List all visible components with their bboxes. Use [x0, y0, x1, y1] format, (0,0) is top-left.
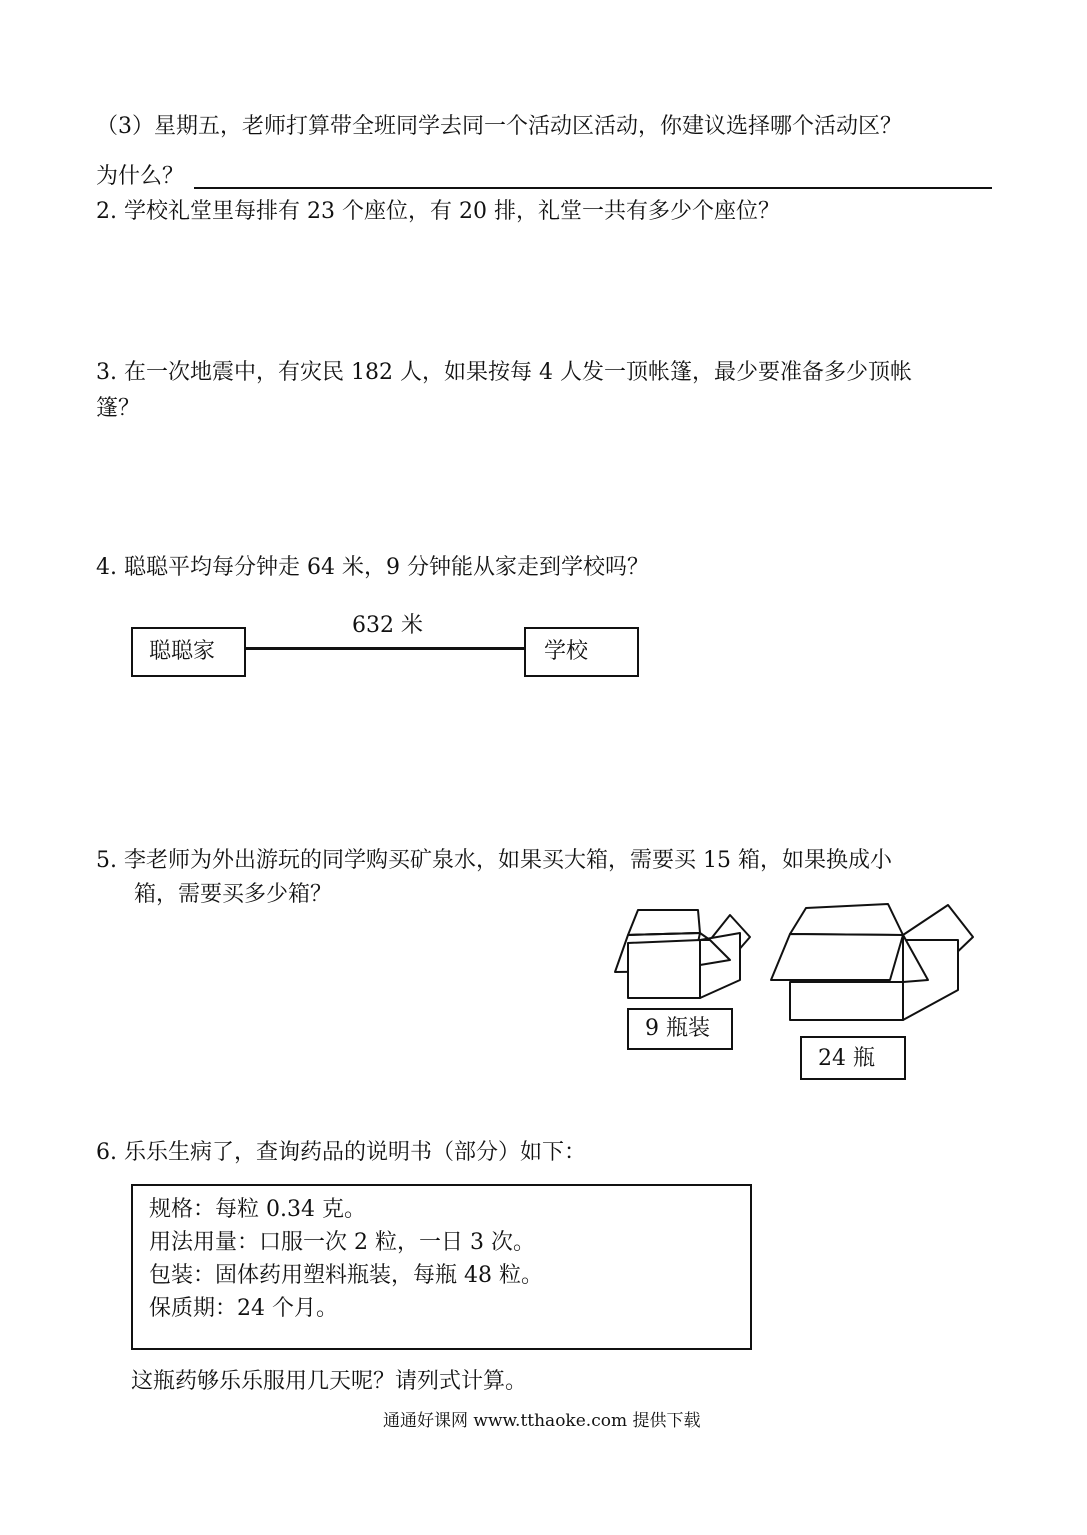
- medicine-info-box: [131, 1184, 752, 1350]
- distance-line: [246, 647, 526, 650]
- info-line-shelf-life: 保质期：24 个月。: [149, 1296, 338, 1321]
- q3-text-line2: 篷？: [96, 396, 141, 421]
- info-line-package: 包装：固体药用塑料瓶装，每瓶 48 粒。: [149, 1263, 543, 1288]
- big-box-label-frame: [800, 1036, 906, 1080]
- q5-text-line1: 5. 李老师为外出游玩的同学购买矿泉水，如果买大箱，需要买 15 箱，如果换成小: [96, 848, 892, 873]
- q1-answer-line[interactable]: [194, 187, 992, 189]
- small-box-label: 9 瓶装: [645, 1016, 710, 1041]
- q1-part3-text: （3）星期五，老师打算带全班同学去同一个活动区活动，你建议选择哪个活动区？: [96, 114, 902, 139]
- info-line-spec: 规格：每粒 0.34 克。: [149, 1197, 366, 1222]
- q3-text-line1: 3. 在一次地震中，有灾民 182 人，如果按每 4 人发一顶帐篷，最少要准备多少顶帐: [96, 360, 912, 385]
- q6-text: 6. 乐乐生病了，查询药品的说明书（部分）如下：: [96, 1140, 586, 1165]
- q4-text: 4. 聪聪平均每分钟走 64 米，9 分钟能从家走到学校吗？: [96, 555, 649, 580]
- q5-text-line2: 箱，需要买多少箱？: [134, 882, 333, 907]
- school-box: [524, 627, 639, 677]
- small-box-label-frame: [627, 1008, 733, 1050]
- big-box-icon: [768, 900, 978, 1025]
- q1-why-label: 为什么？: [96, 164, 185, 189]
- big-box-label: 24 瓶: [818, 1046, 875, 1071]
- q2-text: 2. 学校礼堂里每排有 23 个座位，有 20 排，礼堂一共有多少个座位？: [96, 199, 780, 224]
- distance-label: 632 米: [352, 613, 423, 638]
- small-box-icon: [610, 905, 755, 1005]
- school-label: 学校: [544, 639, 589, 664]
- home-label: 聪聪家: [149, 639, 216, 664]
- footer-text: 通通好课网 www.tthaoke.com 提供下载: [383, 1411, 701, 1431]
- info-line-dosage: 用法用量：口服一次 2 粒，一日 3 次。: [149, 1230, 535, 1255]
- home-box: [131, 627, 246, 677]
- q6-question: 这瓶药够乐乐服用几天呢？请列式计算。: [131, 1369, 528, 1394]
